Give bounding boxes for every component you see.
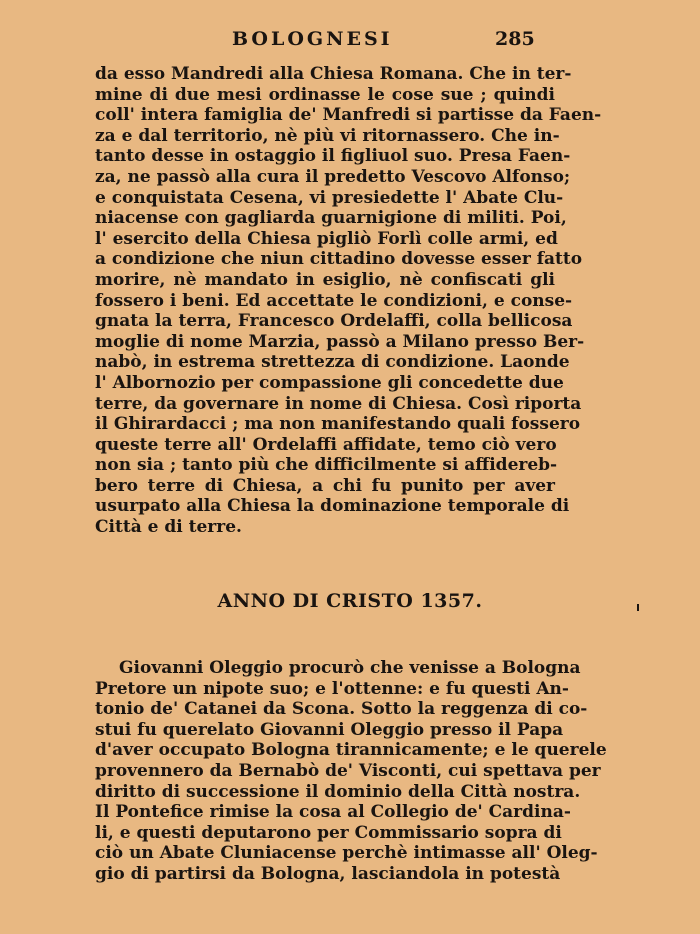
text-line: li, e questi deputarono per Commissario sopra di xyxy=(95,822,562,843)
text-line: fossero i beni. Ed accettate le condizioni, e conse- xyxy=(95,290,573,311)
text-line: terre, da governare in nome di Chiesa. Così riporta xyxy=(95,393,582,414)
section-heading: ANNO DI CRISTO 1357. xyxy=(217,590,483,612)
text-line: niacense con gagliarda guarnigione di militi. Poi, xyxy=(95,208,567,229)
text-line: usurpato alla Chiesa la dominazione temporale di xyxy=(95,496,570,517)
page-number: 285 xyxy=(495,28,535,50)
text-line: d'aver occupato Bologna tirannicamente; e le querele xyxy=(95,740,607,761)
text-line: gio di partirsi da Bologna, lasciandola in potestà xyxy=(95,863,561,884)
text-line: za, ne passò alla cura il predetto Vescovo Alfonso; xyxy=(95,166,571,187)
text-line: Giovanni Oleggio procurò che venisse a Bologna xyxy=(119,658,581,678)
text-line: provennero da Bernabò de' Visconti, cui spettava per xyxy=(95,760,601,781)
text-line: l' esercito della Chiesa pigliò Forlì colle armi, ed xyxy=(95,228,558,249)
text-line: da esso Mandredi alla Chiesa Romana. Che in ter- xyxy=(95,64,572,84)
text-line: stui fu querelato Giovanni Oleggio presso il Papa xyxy=(95,719,564,740)
paragraph-2 xyxy=(95,658,607,885)
text-line: Il Pontefice rimise la cosa al Collegio de' Cardina- xyxy=(95,802,571,823)
text-line: il Ghirardacci ; ma non manifestando quali fossero xyxy=(95,414,581,435)
text-line: non sia ; tanto più che difficilmente si affidereb- xyxy=(95,455,558,476)
running-head: BOLOGNESI xyxy=(232,28,393,50)
text-line: Città e di terre. xyxy=(95,517,242,538)
text-line: mine di due mesi ordinasse le cose sue ; quindi xyxy=(95,84,555,105)
text-line: ciò un Abate Cluniacense perchè intimasse all' Oleg- xyxy=(95,843,598,864)
text-line: gnata la terra, Francesco Ordelaffi, colla bellicosa xyxy=(95,311,573,332)
text-line: morire, nè mandato in esiglio, nè confiscati gli xyxy=(95,269,555,290)
text-line: a condizione che niun cittadino dovesse esser fatto xyxy=(95,249,583,270)
ink-speck xyxy=(637,604,639,611)
text-line: tonio de' Catanei da Scona. Sotto la reggenza di co- xyxy=(95,699,588,720)
text-line: l' Albornozio per compassione gli concedette due xyxy=(95,372,564,393)
text-line: za e dal territorio, nè più vi ritornassero. Che in- xyxy=(95,125,560,146)
text-line: nabò, in estrema strettezza di condizione. Laonde xyxy=(95,352,570,373)
paragraph-1 xyxy=(95,64,602,538)
text-line: moglie di nome Marzia, passò a Milano presso Ber- xyxy=(95,331,585,352)
text-line: Pretore un nipote suo; e l'ottenne: e fu questi An- xyxy=(95,678,569,699)
text-line: diritto di successione il dominio della Città nostra. xyxy=(95,781,581,802)
text-line: queste terre all' Ordelaffi affidate, temo ciò vero xyxy=(95,434,557,455)
text-line: bero terre di Chiesa, a chi fu punito per aver xyxy=(95,475,555,496)
text-line: coll' intera famiglia de' Manfredi si partisse da Faen- xyxy=(95,105,602,126)
text-line: e conquistata Cesena, vi presiedette l' Abate Clu- xyxy=(95,187,564,208)
text-line: tanto desse in ostaggio il figliuol suo. Presa Faen- xyxy=(95,146,571,167)
